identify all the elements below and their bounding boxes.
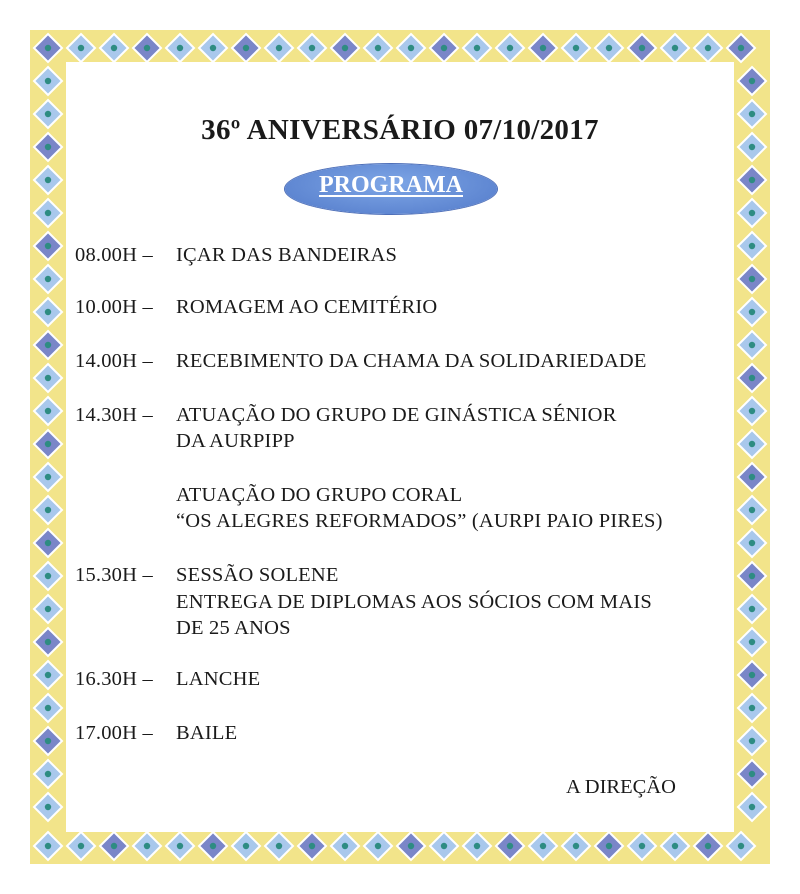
border-dot: [573, 843, 579, 849]
border-dot: [375, 843, 381, 849]
border-dot: [540, 843, 546, 849]
border-dot: [45, 672, 51, 678]
border-dot: [243, 843, 249, 849]
schedule-event: ATUAÇÃO DO GRUPO DE GINÁSTICA SÉNIOR: [176, 404, 617, 426]
border-dot: [474, 45, 480, 51]
border-dot: [749, 474, 755, 480]
schedule-time: 16.30H –: [75, 668, 153, 690]
border-dot: [507, 843, 513, 849]
border-dot: [45, 210, 51, 216]
schedule-event: BAILE: [176, 722, 238, 744]
border-dot: [342, 45, 348, 51]
border-dot: [45, 309, 51, 315]
border-dot: [749, 276, 755, 282]
border-dot: [309, 843, 315, 849]
schedule-event: ATUAÇÃO DO GRUPO CORAL: [176, 484, 463, 506]
border-dot: [749, 78, 755, 84]
schedule-time: 08.00H –: [75, 244, 153, 266]
border-dot: [45, 375, 51, 381]
schedule-event: “OS ALEGRES REFORMADOS” (AURPI PAIO PIRES): [176, 510, 663, 532]
border-dot: [45, 639, 51, 645]
border-dot: [573, 45, 579, 51]
program-badge-label: PROGRAMA: [319, 172, 463, 198]
border-dot: [749, 639, 755, 645]
border-dot: [45, 45, 51, 51]
border-dot: [144, 45, 150, 51]
border-dot: [749, 243, 755, 249]
schedule-event: DA AURPIPP: [176, 430, 295, 452]
border-dot: [210, 843, 216, 849]
border-dot: [375, 45, 381, 51]
schedule-event: RECEBIMENTO DA CHAMA DA SOLIDARIEDADE: [176, 350, 647, 372]
border-dot: [639, 45, 645, 51]
schedule-time: 10.00H –: [75, 296, 153, 318]
border-dot: [749, 342, 755, 348]
border-dot: [408, 843, 414, 849]
border-dot: [749, 210, 755, 216]
border-dot: [738, 843, 744, 849]
border-dot: [738, 45, 744, 51]
border-dot: [507, 45, 513, 51]
border-dot: [210, 45, 216, 51]
border-dot: [606, 45, 612, 51]
border-dot: [45, 804, 51, 810]
border-dot: [749, 507, 755, 513]
border-dot: [276, 45, 282, 51]
schedule-event: IÇAR DAS BANDEIRAS: [176, 244, 398, 266]
schedule-event: ENTREGA DE DIPLOMAS AOS SÓCIOS COM MAIS: [176, 591, 652, 613]
border-dot: [243, 45, 249, 51]
border-dot: [705, 45, 711, 51]
border-dot: [749, 672, 755, 678]
schedule-event: SESSÃO SOLENE: [176, 564, 339, 586]
schedule-event: LANCHE: [176, 668, 261, 690]
border-dot: [749, 573, 755, 579]
border-dot: [441, 843, 447, 849]
border-dot: [672, 45, 678, 51]
border-dot: [177, 843, 183, 849]
border-dot: [749, 177, 755, 183]
border-dot: [45, 540, 51, 546]
border-dot: [45, 78, 51, 84]
border-dot: [78, 843, 84, 849]
border-dot: [749, 441, 755, 447]
border-dot: [111, 843, 117, 849]
border-dot: [441, 45, 447, 51]
border-dot: [45, 843, 51, 849]
border-dot: [78, 45, 84, 51]
border-dot: [672, 843, 678, 849]
border-dot: [111, 45, 117, 51]
border-dot: [45, 243, 51, 249]
border-dot: [749, 309, 755, 315]
border-dot: [606, 843, 612, 849]
schedule-time: 14.30H –: [75, 404, 153, 426]
border-dot: [705, 843, 711, 849]
border-dot: [749, 804, 755, 810]
border-dot: [474, 843, 480, 849]
border-dot: [45, 441, 51, 447]
schedule-event: ROMAGEM AO CEMITÉRIO: [176, 296, 438, 318]
border-dot: [749, 540, 755, 546]
border-dot: [45, 738, 51, 744]
border-dot: [749, 705, 755, 711]
border-dot: [309, 45, 315, 51]
border-dot: [408, 45, 414, 51]
border-dot: [749, 738, 755, 744]
page-title: 36º ANIVERSÁRIO 07/10/2017: [201, 114, 599, 146]
border-dot: [45, 474, 51, 480]
border-dot: [276, 843, 282, 849]
border-dot: [45, 408, 51, 414]
border-dot: [749, 408, 755, 414]
border-dot: [45, 276, 51, 282]
schedule-time: 17.00H –: [75, 722, 153, 744]
border-dot: [45, 342, 51, 348]
border-dot: [177, 45, 183, 51]
border-dot: [45, 606, 51, 612]
signature: A DIREÇÃO: [566, 776, 676, 798]
border-dot: [540, 45, 546, 51]
schedule-time: 14.00H –: [75, 350, 153, 372]
border-dot: [144, 843, 150, 849]
border-dot: [45, 177, 51, 183]
schedule-time: 15.30H –: [75, 564, 153, 586]
border-dot: [639, 843, 645, 849]
border-dot: [749, 606, 755, 612]
border-dot: [342, 843, 348, 849]
border-dot: [749, 771, 755, 777]
schedule-event: DE 25 ANOS: [176, 617, 291, 639]
border-dot: [45, 705, 51, 711]
border-dot: [45, 771, 51, 777]
border-dot: [749, 375, 755, 381]
border-dot: [45, 507, 51, 513]
border-dot: [45, 573, 51, 579]
